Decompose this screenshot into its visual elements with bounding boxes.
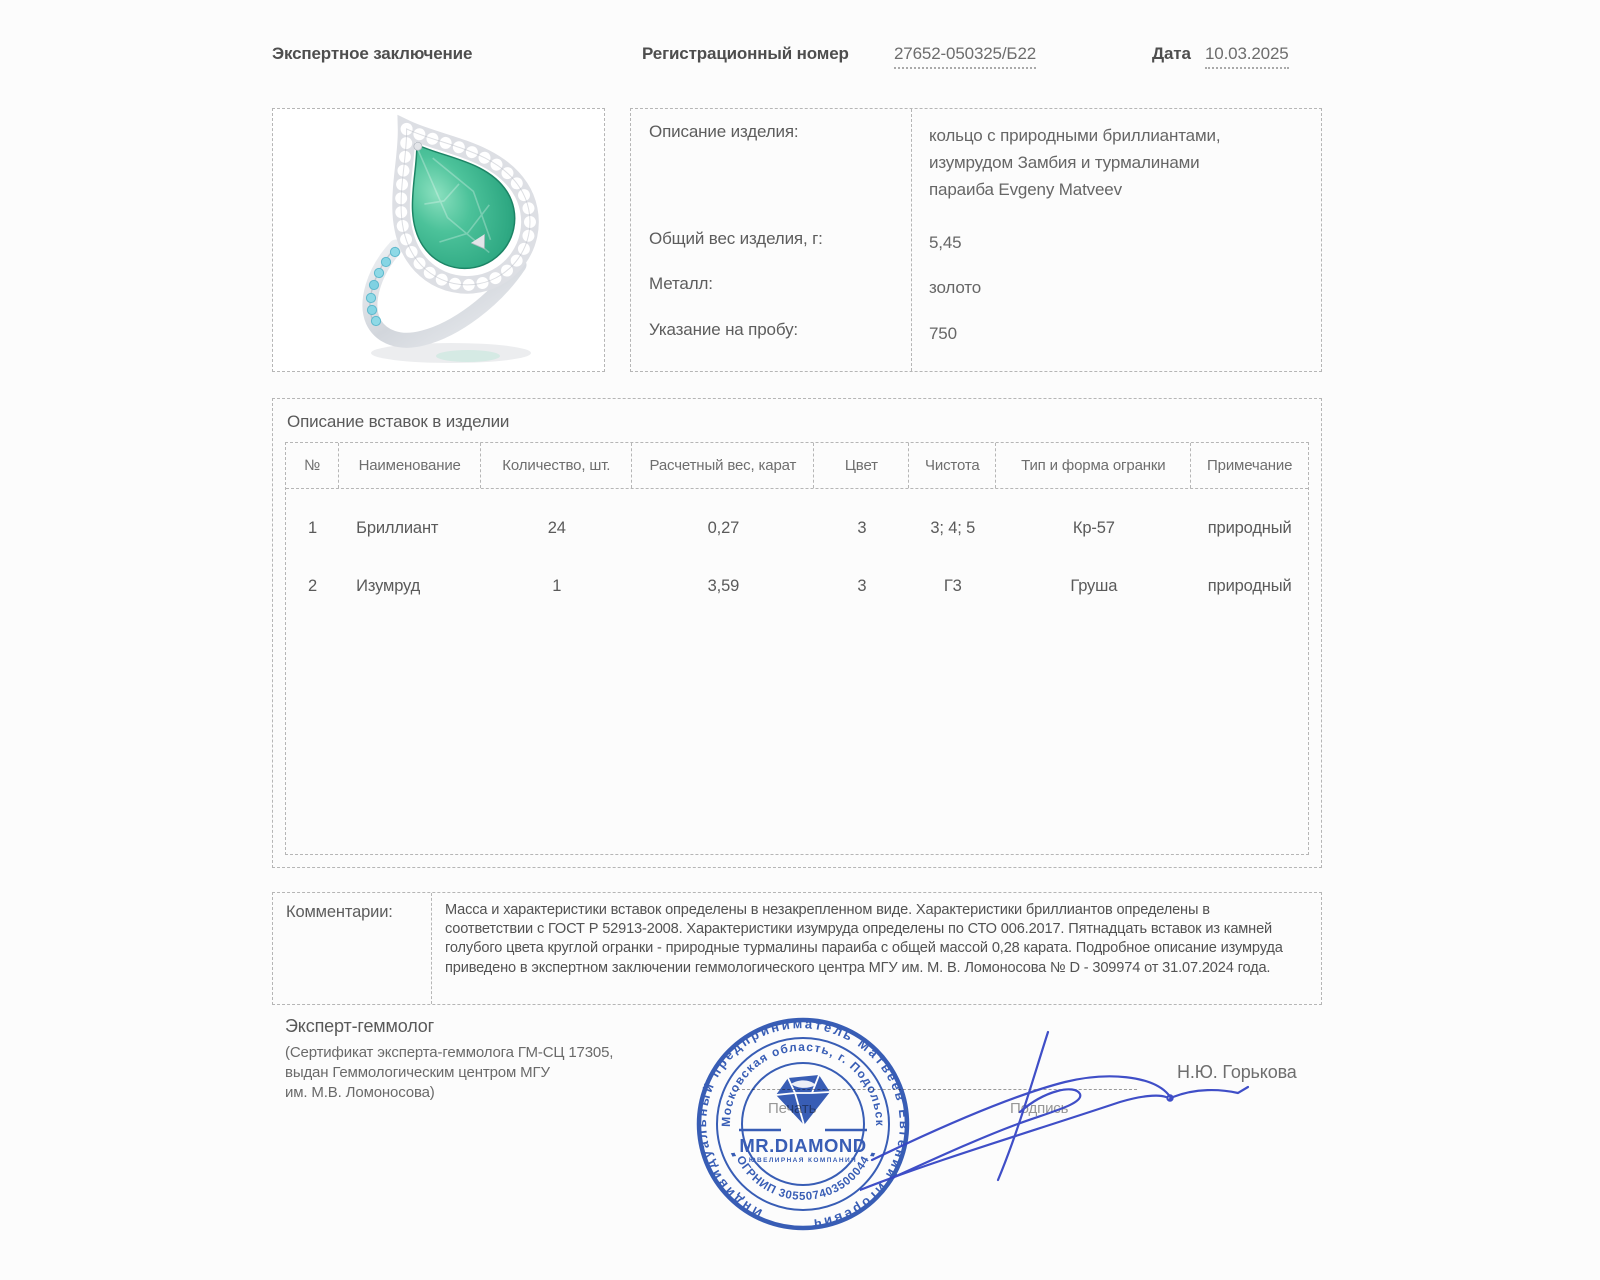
- date-value: 10.03.2025: [1205, 44, 1289, 69]
- total-weight-label: Общий вес изделия, г:: [649, 229, 823, 248]
- signature-placeholder-label: Подпись: [1010, 1100, 1069, 1117]
- cell-quantity: 24: [547, 518, 566, 537]
- expert-certificate-line: (Сертификат эксперта-геммолога ГМ-СЦ 17305,: [285, 1044, 614, 1061]
- inserts-panel: [272, 398, 1322, 868]
- metal-value: золото: [929, 278, 982, 297]
- date-label: Дата: [1152, 44, 1191, 63]
- hallmark-value: 750: [929, 324, 957, 343]
- cell-note: природный: [1207, 518, 1292, 537]
- expert-role: Эксперт-геммолог: [285, 1016, 435, 1036]
- col-cut: Тип и форма огранки: [996, 443, 1191, 488]
- col-note: Примечание: [1207, 457, 1293, 474]
- col-color: Цвет: [814, 443, 909, 488]
- metal-label: Металл:: [649, 274, 713, 293]
- ring-photo: [273, 109, 603, 370]
- registration-number-value: 27652-050325/Б22: [894, 44, 1036, 69]
- comments-divider: [431, 893, 432, 1004]
- cell-weight: 3,59: [707, 576, 740, 595]
- cell-name: Изумруд: [356, 576, 421, 595]
- cell-weight: 0,27: [707, 518, 740, 537]
- col-number: №: [286, 443, 339, 488]
- cell-name: Бриллиант: [356, 518, 439, 537]
- expert-certificate-line: выдан Геммологическим центром МГУ: [285, 1064, 550, 1081]
- product-info-panel: [630, 108, 1322, 372]
- info-panel-divider: [911, 109, 912, 371]
- gem-reflection: [436, 350, 500, 362]
- cell-color: 3: [857, 576, 867, 595]
- stamp-brand-sub: ЮВЕЛИРНАЯ КОМПАНИЯ: [748, 1157, 858, 1164]
- col-name: Наименование: [339, 443, 481, 488]
- stamp-separator-icon: ♦: [866, 1150, 879, 1160]
- col-quantity: Количество, шт.: [481, 443, 632, 488]
- col-clarity: Чистота: [909, 443, 996, 488]
- cell-cut: Груша: [1070, 576, 1118, 595]
- col-weight: Расчетный вес, карат: [632, 443, 814, 488]
- comments-label: Комментарии:: [286, 903, 393, 921]
- comments-panel: [272, 892, 1322, 1005]
- stamp-ogrnip-text: ОГРНИП 305507403500044: [733, 1154, 873, 1203]
- stamp-placeholder-label: Печать: [768, 1100, 817, 1117]
- inserts-table: [285, 442, 1309, 855]
- product-description-value: кольцо с природными бриллиантами, изумрудом Замбия и турмалинами параиба Evgeny Matveev: [929, 126, 1221, 199]
- expert-certificate-line: им. М.В. Ломоносова): [285, 1084, 435, 1101]
- cell-clarity: Г3: [943, 576, 962, 595]
- cell-number: 1: [308, 518, 318, 537]
- cell-clarity: 3; 4; 5: [930, 518, 976, 537]
- cell-color: 3: [857, 518, 867, 537]
- cell-number: 2: [308, 576, 318, 595]
- handwritten-signature: [860, 1020, 1310, 1230]
- stamp-region-text: Московская область, г. Подольск: [718, 1039, 888, 1128]
- product-photo-panel: [272, 108, 605, 372]
- stamp-separator-icon: ♦: [727, 1150, 740, 1160]
- cell-quantity: 1: [552, 576, 562, 595]
- table-row: [286, 499, 1308, 557]
- stamp-brand: MR.DIAMOND: [739, 1135, 867, 1156]
- expert-name: Н.Ю. Горькова: [1177, 1062, 1297, 1082]
- ring-head: [354, 109, 554, 309]
- table-header-row: [286, 443, 1308, 489]
- comments-text: Масса и характеристики вставок определены в незакрепленном виде. Характеристики бриллиантов определены в соответствии с ГОСТ Р 52913-2008. Характеристики изумруда определены по СТО 006.2017. Пятнадцать вставок из камней голубого цвета круглой огранки - природные турмалины параиба с общей массой 0,28 карата. Подробное описание изумруда приведено в экспертном заключении геммологического центра МГУ им. М. В. Ломоносова № D - 309974 от 31.07.2024 года.: [445, 902, 1283, 976]
- stamp-outer-text: Индивидуальный предприниматель Матвеев Евгений Игоревич: [694, 1016, 912, 1232]
- table-row: [286, 557, 1308, 615]
- document-title: Экспертное заключение: [272, 44, 473, 63]
- cell-cut: Кр-57: [1072, 518, 1115, 537]
- cell-note: природный: [1207, 576, 1292, 595]
- inserts-title: Описание вставок в изделии: [287, 412, 510, 431]
- product-description-label: Описание изделия:: [649, 122, 799, 141]
- hallmark-label: Указание на пробу:: [649, 320, 798, 339]
- registration-number-label: Регистрационный номер: [642, 44, 849, 63]
- total-weight-value: 5,45: [929, 233, 962, 252]
